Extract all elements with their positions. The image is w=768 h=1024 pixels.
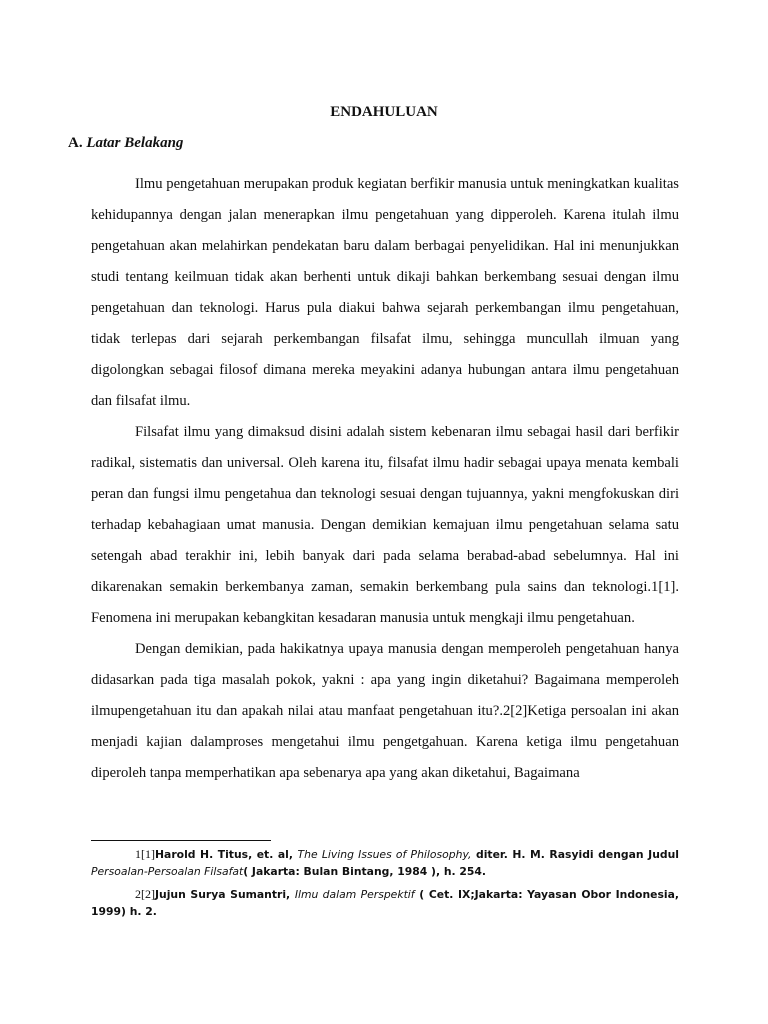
- footnote-detail: diter. H. M. Rasyidi dengan Judul: [471, 848, 679, 861]
- page-title: ENDAHULUAN: [330, 104, 438, 120]
- footnote-detail: ( Cet. IX;Jakarta: Yayasan Obor Indonesia, 1999) h. 2.: [91, 888, 679, 918]
- footnote-author: Jujun Surya Sumantri,: [155, 888, 295, 901]
- paragraph: Filsafat ilmu yang dimaksud disini adalah sistem kebenaran ilmu sebagai hasil dari berfikir radikal, sistematis dan universal. Oleh karena itu, filsafat ilmu hadir sebagai upaya menata kembali peran dan fungsi ilmu pengetahua dan teknologi sesuai dengan tujuannya, yakni mengfokuskan diri terhadap kebahagiaan umat manusia. Dengan demikian kemajuan ilmu pengetahuan selama satu setengah abad terakhir ini, lebih banyak dari pada selama berabad-abad sebelumnya. Hal ini dikarenakan semakin berkembanya zaman, semakin berkembang pula sains dan teknologi.1[1]. Fenomena ini merupakan kebangkitan kesadaran manusia untuk mengkaji ilmu pengetahuan.: [91, 424, 679, 626]
- footnote-mark[interactable]: 2[2]: [135, 887, 155, 901]
- paragraph: Ilmu pengetahuan merupakan produk kegiatan berfikir manusia untuk meningkatkan kualitas kehidupannya dengan jalan menerapkan ilmu pengetahuan yang dipperoleh. Karena itulah ilmu pengetahuan akan melahirkan pendekatan baru dalam berbagai penyelidikan. Hal ini menunjukkan studi tentang keilmuan tidak akan berhenti untuk dikaji bahkan berkembang sesuai dengan ilmu pengetahuan dan teknologi. Harus pula diakui bahwa sejarah perkembangan ilmu pengetahuan, tidak terlepas dari sejarah perkembangan filsafat ilmu, sehingga muncullah ilmuan yang digolongkan sebagai filosof dimana mereka meyakini adanya hubungan antara ilmu pengetahuan dan filsafat ilmu.: [91, 176, 679, 409]
- body-text: [91, 169, 679, 789]
- footnote-divider: [91, 840, 271, 841]
- footnote-author: Harold H. Titus, et. al,: [155, 848, 298, 861]
- footnote-book-title: Ilmu dalam Perspektif: [294, 888, 415, 901]
- section-title: Latar Belakang: [86, 135, 184, 151]
- footnote: [91, 846, 679, 880]
- footnote-publisher: ( Jakarta: Bulan Bintang, 1984 ), h. 254.: [243, 865, 487, 878]
- footnote: [91, 886, 679, 920]
- footnote-mark[interactable]: 1[1]: [135, 847, 155, 861]
- footnotes: [91, 846, 679, 926]
- section-heading: [68, 135, 183, 152]
- section-label: A.: [68, 135, 83, 151]
- paragraph: Dengan demikian, pada hakikatnya upaya manusia dengan memperoleh pengetahuan hanya didasarkan pada tiga masalah pokok, yakni : apa yang ingin diketahui? Bagaimana memperoleh ilmupengetahuan itu dan apakah nilai atau manfaat pengetahuan itu?.2[2]Ketiga persoalan ini akan menjadi kajian dalamproses mengetahui ilmu pengetgahuan. Karena ketiga ilmu pengetahuan diperoleh tanpa memperhatikan apa sebenarya apa yang akan diketahui, Bagaimana: [91, 641, 679, 781]
- footnote-book-title-2: Persoalan-Persoalan Filsafat: [91, 865, 244, 878]
- footnote-book-title: The Living Issues of Philosophy,: [297, 848, 472, 861]
